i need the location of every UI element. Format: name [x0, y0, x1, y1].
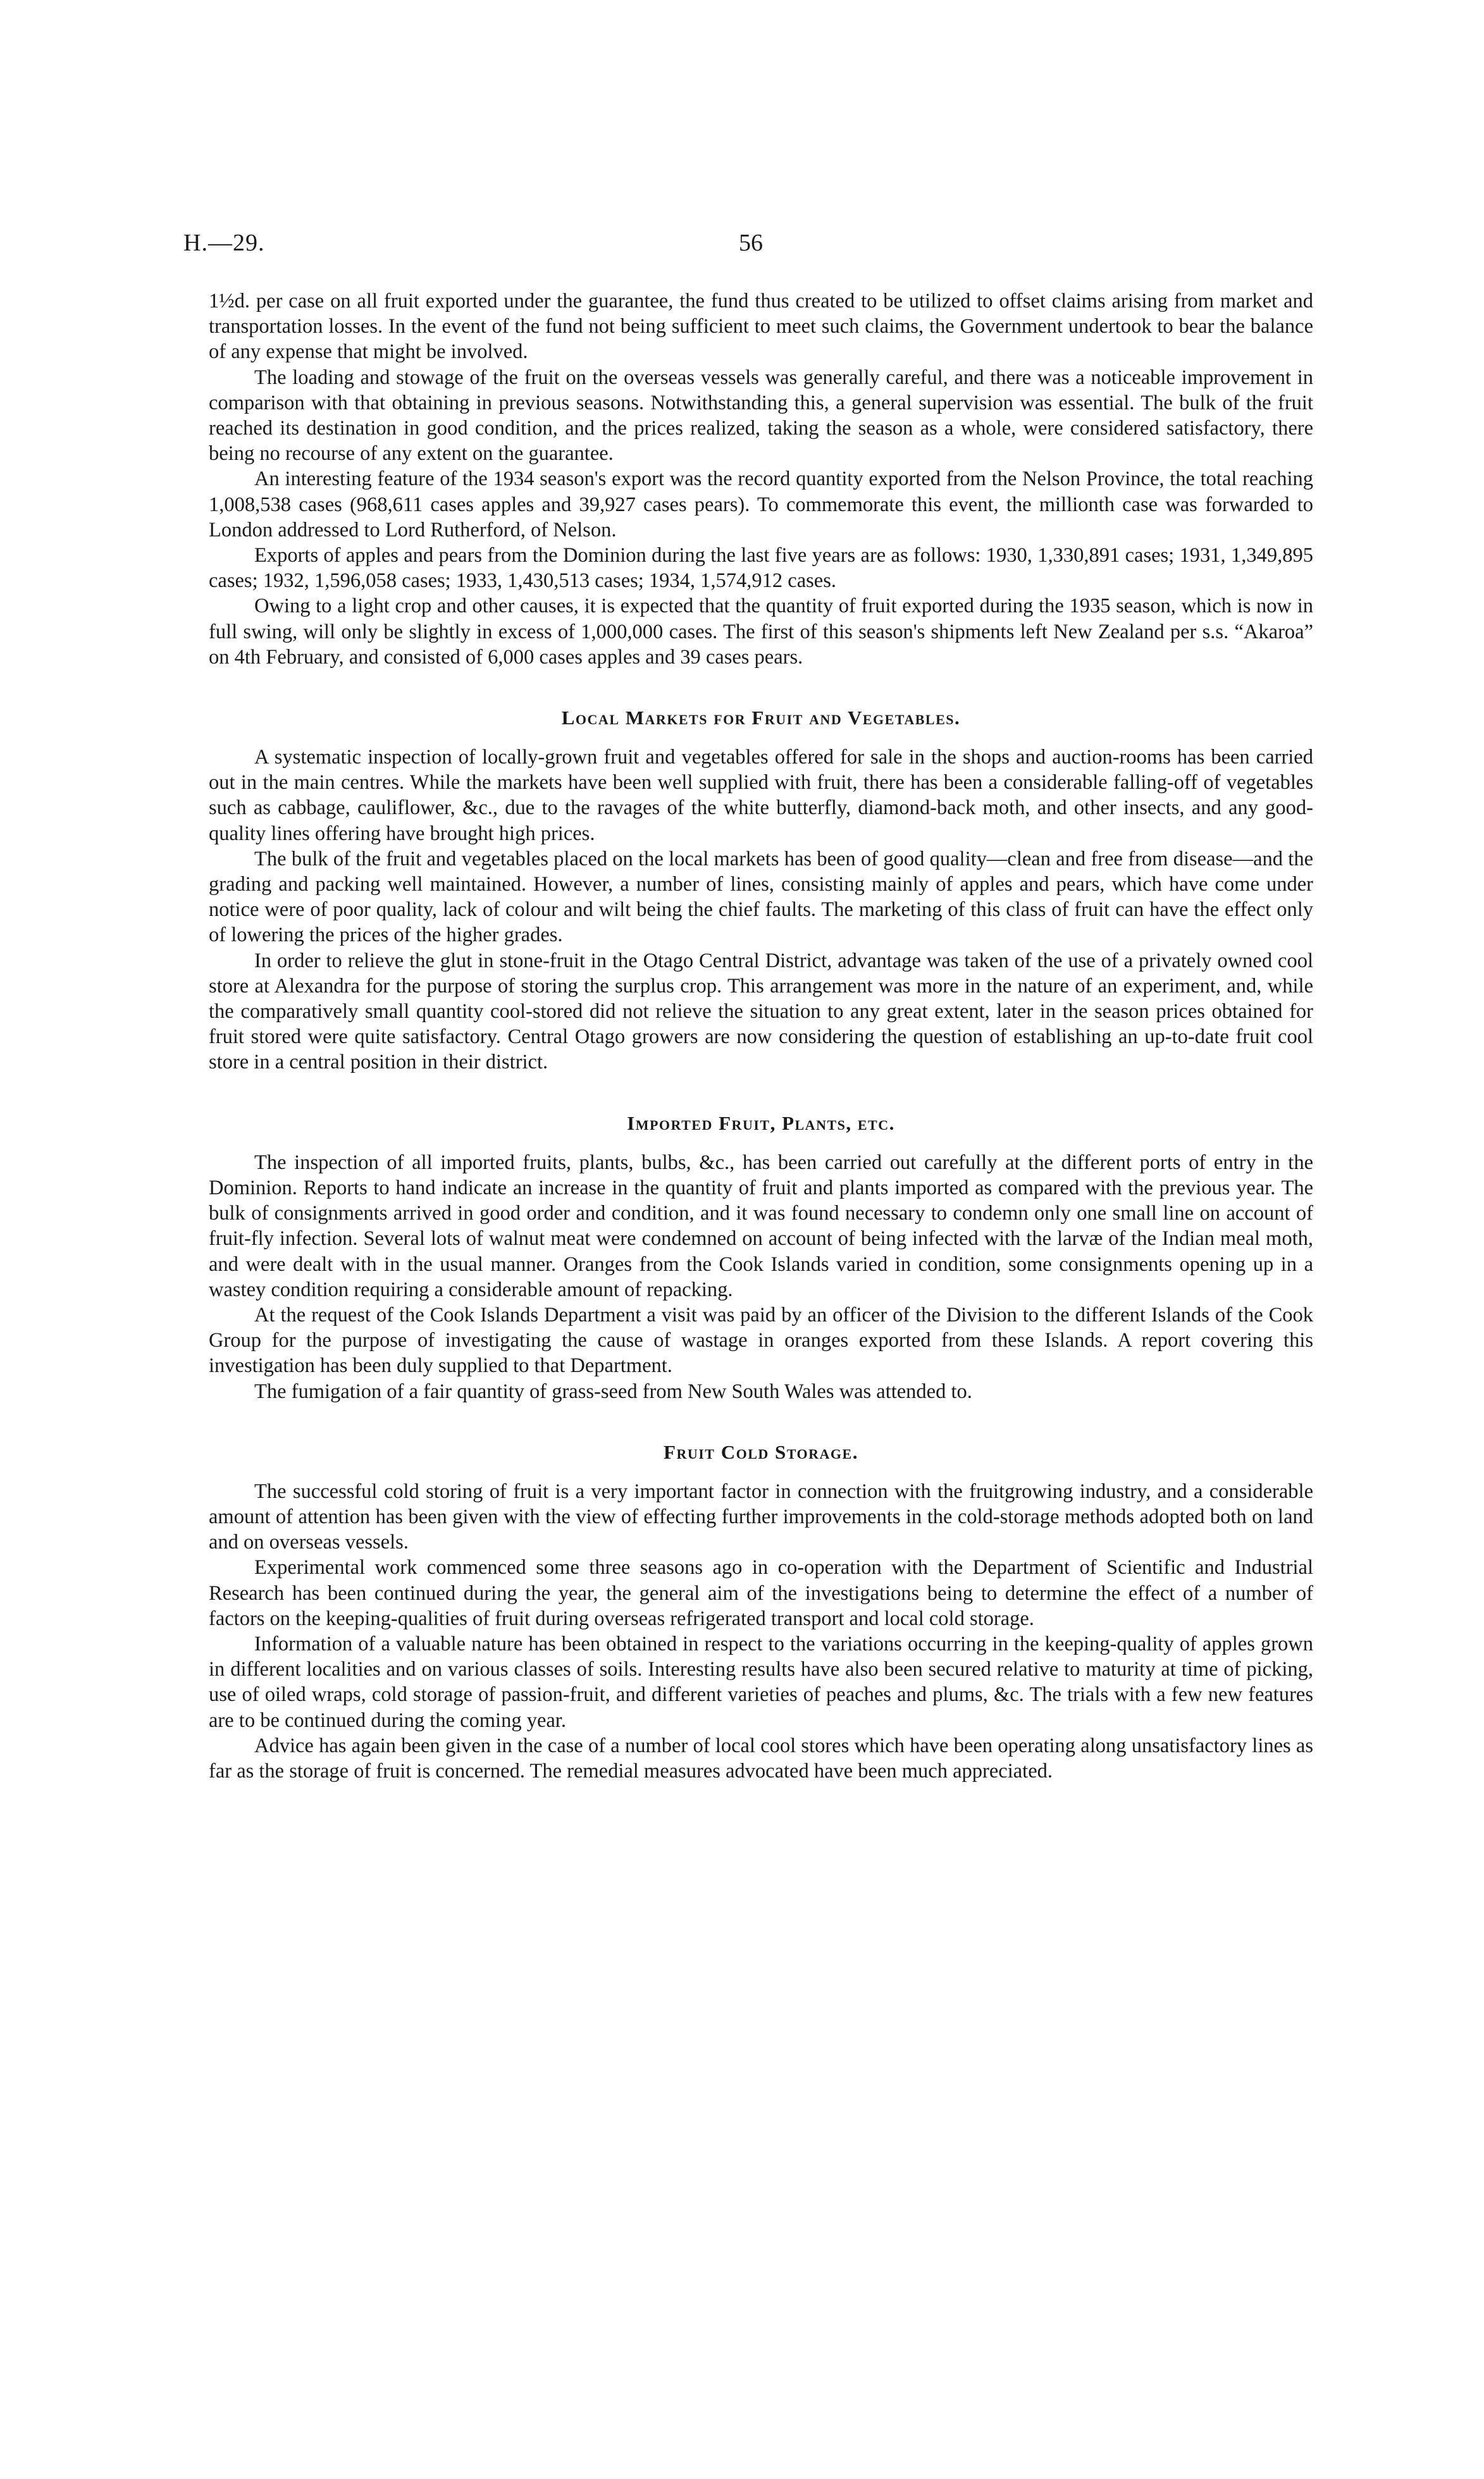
- document-reference: H.—29.: [183, 230, 265, 256]
- paragraph: At the request of the Cook Islands Department a visit was paid by an officer of the Division to the different Islands of the Cook Group for the purpose of investigating the cause of wastage in oranges exported from these Islands. A report covering this investigation has been duly supplied to that Department.: [209, 1303, 1313, 1378]
- paragraph: The successful cold storing of fruit is a very important factor in connection with the fruitgrowing industry, and a considerable amount of attention has been given with the view of effecting further improvements in the cold-storage methods adopted both on land and on overseas vessels.: [209, 1480, 1313, 1554]
- paragraph: The inspection of all imported fruits, plants, bulbs, &c., has been carried out carefully at the different ports of entry in the Dominion. Reports to hand indicate an increase in the quantity of fruit and plants imported as compared with the previous year. The bulk of consignments arrived in good order and condition, and it was found necessary to condemn only one small line on account of fruit-fly infection. Several lots of walnut meat were condemned on account of being infected with the larvæ of the Indian meal moth, and were dealt with in the usual manner. Oranges from the Cook Islands varied in condition, some consignments opening up in a wastey condition requiring a considerable amount of repacking.: [209, 1151, 1313, 1301]
- section-heading: Fruit Cold Storage.: [664, 1440, 858, 1463]
- paragraph: Information of a valuable nature has been obtained in respect to the variations occurring in the keeping-quality of apples grown in different localities and on various classes of soils. Interesting results have also been secured relative to maturity at time of picking, use of oiled wraps, cold storage of passion-fruit, and different varieties of peaches and plums, &c. The trials with a few new features are to be continued during the coming year.: [209, 1632, 1313, 1732]
- page-body: [209, 288, 1313, 1784]
- page-number: 56: [739, 230, 763, 256]
- paragraph: The loading and stowage of the fruit on the overseas vessels was generally careful, and there was a noticeable improvement in comparison with that obtaining in previous seasons. Notwithstanding this, a general supervision was essential. The bulk of the fruit reached its destination in good condition, and the prices realized, taking the season as a whole, were considered satisfactory, there being no recourse of any extent on the guarantee.: [209, 366, 1313, 466]
- paragraph: In order to relieve the glut in stone-fruit in the Otago Central District, advantage was taken of the use of a privately owned cool store at Alexandra for the purpose of storing the surplus crop. This arrangement was more in the nature of an experiment, and, while the comparatively small quantity cool-stored did not relieve the situation to any great extent, later in the season prices obtained for fruit stored were quite satisfactory. Central Otago growers are now considering the question of establishing an up-to-date fruit cool store in a central position in their district.: [209, 949, 1313, 1074]
- paragraph: Exports of apples and pears from the Dominion during the last five years are as follows: 1930, 1,330,891 cases; 1931, 1,349,895 cases; 1932, 1,596,058 cases; 1933, 1,430,513 cases; 1934, 1,574,912 cases.: [209, 544, 1313, 593]
- local-markets-section: [209, 705, 1313, 1075]
- page-header: [183, 229, 1303, 267]
- intro-section: [209, 288, 1313, 670]
- imported-fruit-section: [209, 1111, 1313, 1404]
- paragraph: Owing to a light crop and other causes, it is expected that the quantity of fruit exported during the 1935 season, which is now in full swing, will only be slightly in excess of 1,000,000 cases. The first of this season's shipments left New Zealand per s.s. “Akaroa” on 4th February, and consisted of 6,000 cases apples and 39 cases pears.: [209, 595, 1313, 669]
- paragraph: Advice has again been given in the case of a number of local cool stores which have been operating along unsatisfactory lines as far as the storage of fruit is concerned. The remedial measures advocated have been much appreciated.: [209, 1734, 1313, 1783]
- section-heading: Imported Fruit, Plants, etc.: [627, 1111, 895, 1134]
- cold-storage-section: [209, 1440, 1313, 1784]
- section-heading: Local Markets for Fruit and Vegetables.: [561, 707, 961, 729]
- paragraph: The fumigation of a fair quantity of grass-seed from New South Wales was attended to.: [254, 1380, 972, 1403]
- paragraph: Experimental work commenced some three seasons ago in co-operation with the Department of Scientific and Industrial Research has been continued during the year, the general aim of the investigations being to determine the effect of a number of factors on the keeping-qualities of fruit during overseas refrigerated transport and local cold storage.: [209, 1556, 1313, 1630]
- paragraph: An interesting feature of the 1934 season's export was the record quantity exported from the Nelson Province, the total reaching 1,008,538 cases (968,611 cases apples and 39,927 cases pears). To commemorate this event, the millionth case was forwarded to London addressed to Lord Rutherford, of Nelson.: [209, 467, 1313, 541]
- paragraph: A systematic inspection of locally-grown fruit and vegetables offered for sale in the shops and auction-rooms has been carried out in the main centres. While the markets have been well supplied with fruit, there has been a considerable falling-off of vegetables such as cabbage, cauliflower, &c., due to the ravages of the white butterfly, diamond-back moth, and other insects, and any good-quality lines offering have brought high prices.: [209, 746, 1313, 845]
- paragraph: The bulk of the fruit and vegetables placed on the local markets has been of good quality—clean and free from disease—and the grading and packing well maintained. However, a number of lines, consisting mainly of apples and pears, which have come under notice were of poor quality, lack of colour and wilt being the chief faults. The marketing of this class of fruit can have the effect only of lowering the prices of the higher grades.: [209, 847, 1313, 947]
- paragraph: 1½d. per case on all fruit exported under the guarantee, the fund thus created to be utilized to offset claims arising from market and transportation losses. In the event of the fund not being sufficient to meet such claims, the Government undertook to bear the balance of any expense that might be involved.: [209, 290, 1313, 364]
